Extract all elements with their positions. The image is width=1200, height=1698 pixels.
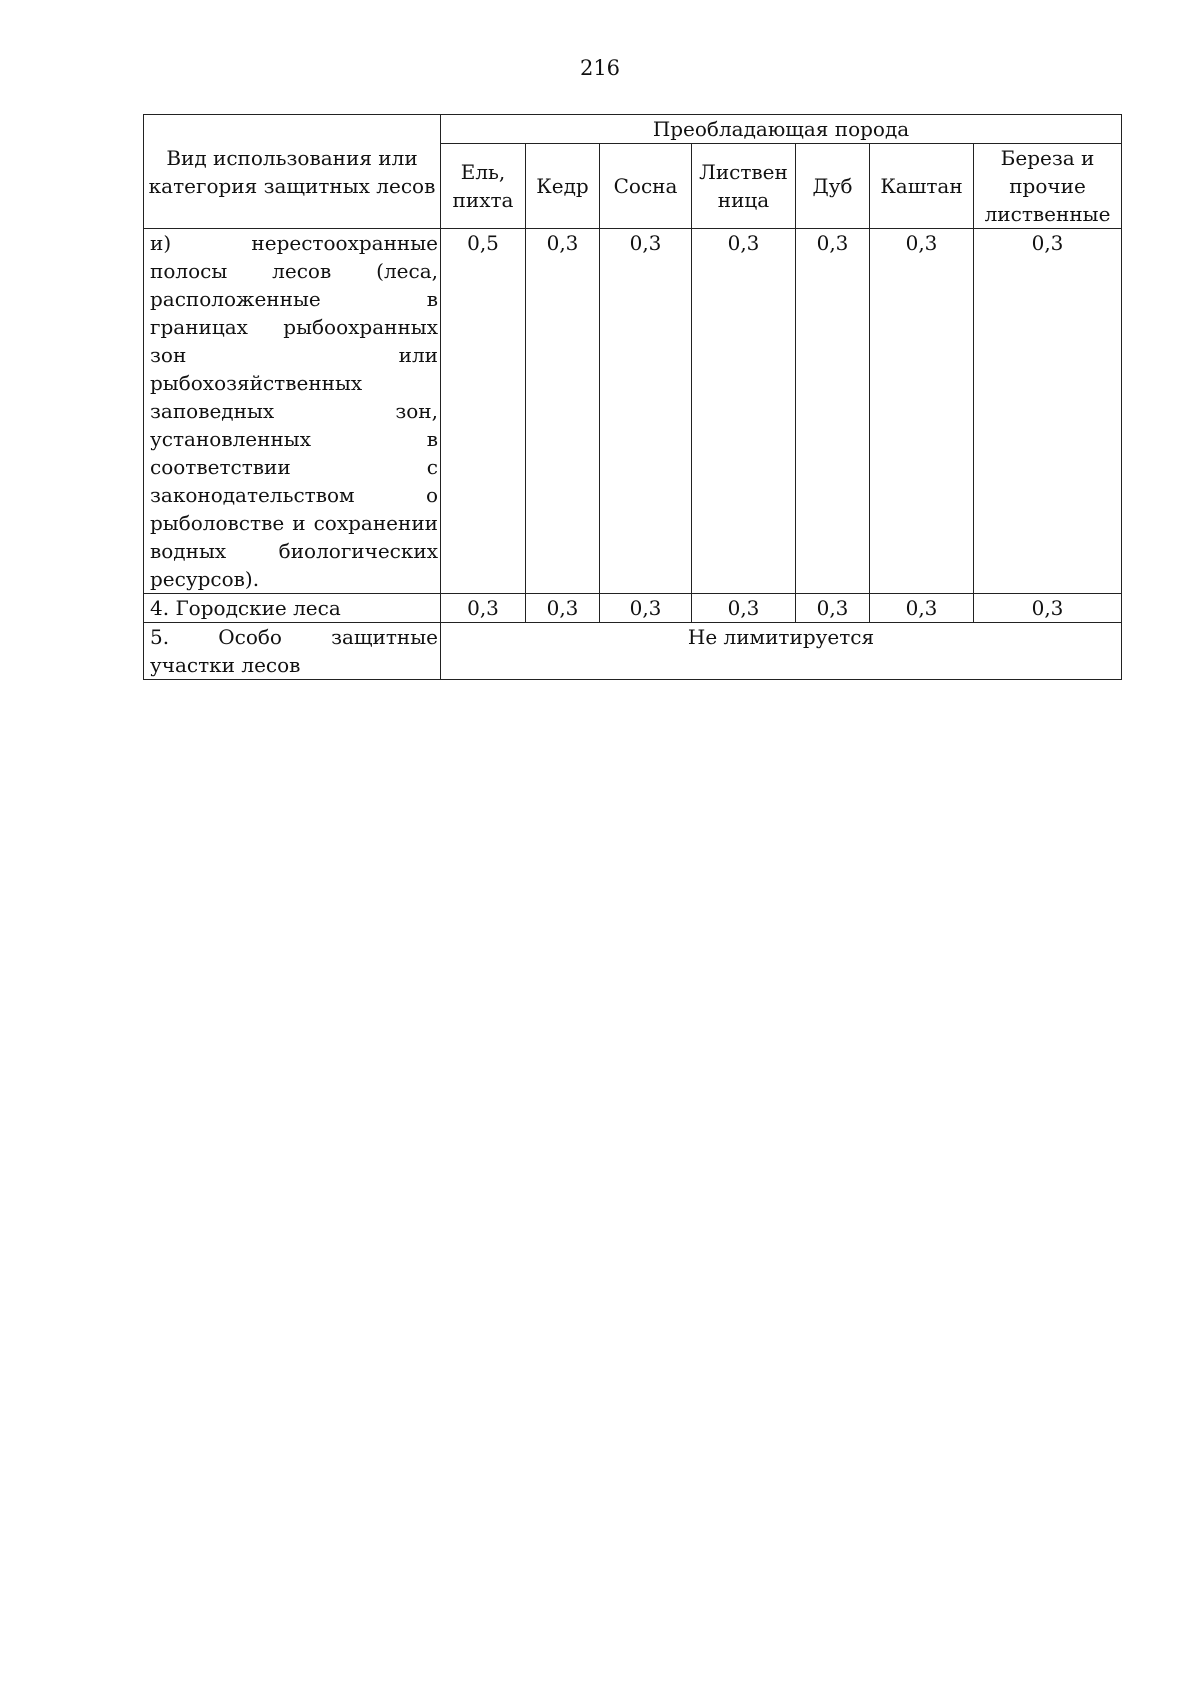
row-value: 0,3 xyxy=(692,229,796,594)
species-header-birch-deciduous: Береза и прочие лиственные xyxy=(974,144,1122,229)
species-header-cedar: Кедр xyxy=(526,144,600,229)
row-value: 0,3 xyxy=(692,594,796,623)
row-category: 5. Особо защитные участки лесов xyxy=(144,623,441,680)
forest-limits-table xyxy=(143,114,1122,680)
species-header-spruce-fir: Ель, пихта xyxy=(441,144,526,229)
row-category: и) нерестоохранные полосы лесов (леса, расположенные в границах рыбоохранных зон или рыбохозяйственных заповедных зон, установленных в соответствии с законодательством о рыболовстве и сохранении водных биологических ресурсов). xyxy=(144,229,441,594)
species-header-chestnut: Каштан xyxy=(870,144,974,229)
table-row xyxy=(144,229,1122,594)
row-value: 0,3 xyxy=(526,594,600,623)
row-value: 0,3 xyxy=(526,229,600,594)
category-column-header: Вид использования или категория защитных лесов xyxy=(144,115,441,229)
row-value: 0,5 xyxy=(441,229,526,594)
species-group-header: Преобладающая порода xyxy=(441,115,1122,144)
row-value: 0,3 xyxy=(600,594,692,623)
species-header-pine: Сосна xyxy=(600,144,692,229)
row-value: 0,3 xyxy=(974,229,1122,594)
row-value: 0,3 xyxy=(600,229,692,594)
row-category: 4. Городские леса xyxy=(144,594,441,623)
table-row xyxy=(144,623,1122,680)
row-value: 0,3 xyxy=(796,594,870,623)
species-header-larch: Листвен ница xyxy=(692,144,796,229)
row-value: 0,3 xyxy=(796,229,870,594)
row-value: 0,3 xyxy=(974,594,1122,623)
header-row-group xyxy=(144,115,1122,144)
row-merged-value: Не лимитируется xyxy=(441,623,1122,680)
species-header-oak: Дуб xyxy=(796,144,870,229)
row-value: 0,3 xyxy=(870,594,974,623)
page-number: 216 xyxy=(579,56,621,80)
row-value: 0,3 xyxy=(441,594,526,623)
row-value: 0,3 xyxy=(870,229,974,594)
table-row xyxy=(144,594,1122,623)
